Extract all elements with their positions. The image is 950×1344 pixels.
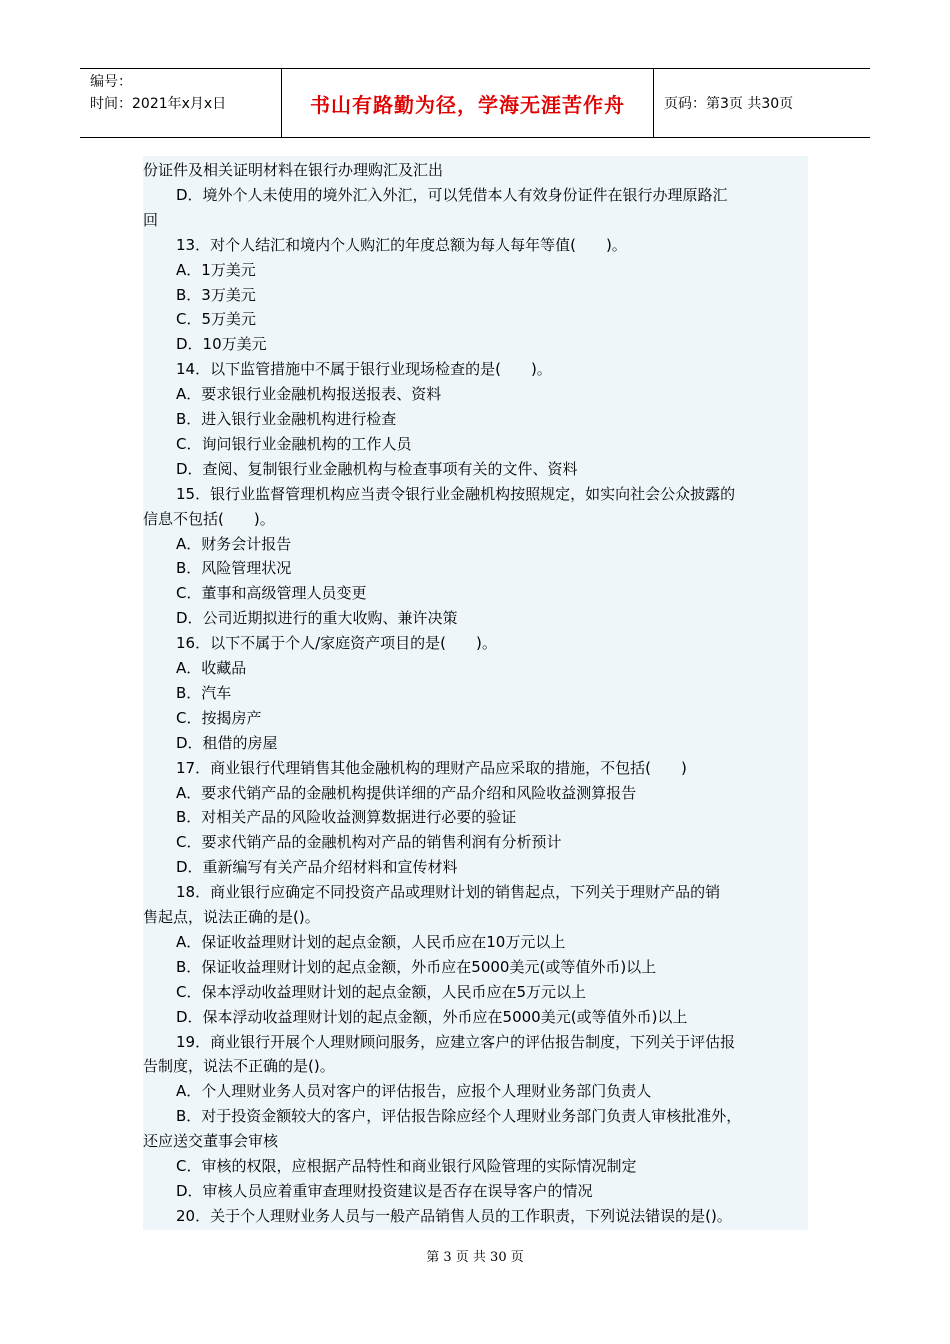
text-line: C．5万美元 xyxy=(176,310,257,329)
header-meta xyxy=(80,69,282,137)
text-line: B．进入银行业金融机构进行检查 xyxy=(176,410,397,428)
text-line: 15．银行业监督管理机构应当责令银行业金融机构按照规定，如实向社会公众披露的 xyxy=(176,484,736,503)
text-line: 14．以下监管措施中不属于银行业现场检查的是( )。 xyxy=(176,360,552,379)
text-line: 份证件及相关证明材料在银行办理购汇及汇出 xyxy=(143,161,444,179)
text-line: 16．以下不属于个人/家庭资产项目的是( )。 xyxy=(176,634,497,653)
text-line: A．1万美元 xyxy=(176,260,256,279)
text-line: D．公司近期拟进行的重大收购、兼许决策 xyxy=(176,609,458,628)
text-line: C．保本浮动收益理财计划的起点金额，人民币应在5万元以上 xyxy=(176,982,587,1001)
document-date: 时间：2021年x月x日 xyxy=(90,96,227,112)
text-line: A．要求银行业金融机构报送报表、资料 xyxy=(176,385,442,404)
header-page-info: 页码：第3页 共30页 xyxy=(664,96,794,112)
text-line: B．保证收益理财计划的起点金额，外币应在5000美元(或等值外币)以上 xyxy=(176,957,657,976)
text-line: D．境外个人未使用的境外汇入外汇，可以凭借本人有效身份证件在银行办理原路汇 xyxy=(176,185,728,204)
text-line: A．财务会计报告 xyxy=(176,534,292,553)
text-line: D．重新编写有关产品介绍材料和宣传材料 xyxy=(176,858,458,877)
text-line: 18．商业银行应确定不同投资产品或理财计划的销售起点，下列关于理财产品的销 xyxy=(176,883,721,902)
text-line: C．按揭房产 xyxy=(176,708,262,727)
text-line: 告制度，说法不正确的是()。 xyxy=(143,1057,335,1076)
text-line: 还应送交董事会审核 xyxy=(143,1132,279,1151)
text-line: C．询问银行业金融机构的工作人员 xyxy=(176,434,412,453)
text-line: 13．对个人结汇和境内个人购汇的年度总额为每人每年等值( )。 xyxy=(176,235,627,254)
text-line: B．3万美元 xyxy=(176,285,256,304)
page-header xyxy=(80,68,870,138)
text-line: A．要求代销产品的金融机构提供详细的产品介绍和风险收益测算报告 xyxy=(176,783,637,802)
page-footer: 第 3 页 共 30 页 xyxy=(426,1250,524,1265)
text-line: B．对相关产品的风险收益测算数据进行必要的验证 xyxy=(176,808,517,827)
text-line: D．租借的房屋 xyxy=(176,733,278,752)
document-number-label: 编号： xyxy=(90,74,132,90)
text-line: C．董事和高级管理人员变更 xyxy=(176,584,367,603)
text-line: 回 xyxy=(143,210,159,229)
text-line: A．保证收益理财计划的起点金额，人民币应在10万元以上 xyxy=(176,932,566,951)
text-line: B．汽车 xyxy=(176,683,232,702)
text-line: C．审核的权限，应根据产品特性和商业银行风险管理的实际情况制定 xyxy=(176,1157,637,1175)
text-line: 信息不包括( )。 xyxy=(143,509,275,528)
header-motto: 书山有路勤为径，学海无涯苦作舟 xyxy=(282,69,654,137)
text-line: 售起点，说法正确的是()。 xyxy=(143,908,320,926)
document-body xyxy=(143,156,808,1230)
text-line: A．个人理财业务人员对客户的评估报告，应报个人理财业务部门负责人 xyxy=(176,1082,652,1101)
text-line: C．要求代销产品的金融机构对产品的销售利润有分析预计 xyxy=(176,833,562,852)
text-line: B．对于投资金额较大的客户，评估报告除应经个人理财业务部门负责人审核批准外， xyxy=(176,1107,742,1126)
text-line: A．收藏品 xyxy=(176,659,247,677)
text-line: 19．商业银行开展个人理财顾问服务，应建立客户的评估报告制度，下列关于评估报 xyxy=(176,1032,736,1051)
text-line: B．风险管理状况 xyxy=(176,559,292,578)
text-line: 17．商业银行代理销售其他金融机构的理财产品应采取的措施，不包括( ) xyxy=(176,758,687,777)
text-line: D．10万美元 xyxy=(176,335,267,354)
text-line: 20．关于个人理财业务人员与一般产品销售人员的工作职责，下列说法错误的是()。 xyxy=(176,1206,732,1225)
text-line: D．保本浮动收益理财计划的起点金额，外币应在5000美元(或等值外币)以上 xyxy=(176,1007,688,1026)
text-line: D．审核人员应着重审查理财投资建议是否存在误导客户的情况 xyxy=(176,1181,593,1200)
text-line: D．查阅、复制银行业金融机构与检查事项有关的文件、资料 xyxy=(176,459,578,478)
